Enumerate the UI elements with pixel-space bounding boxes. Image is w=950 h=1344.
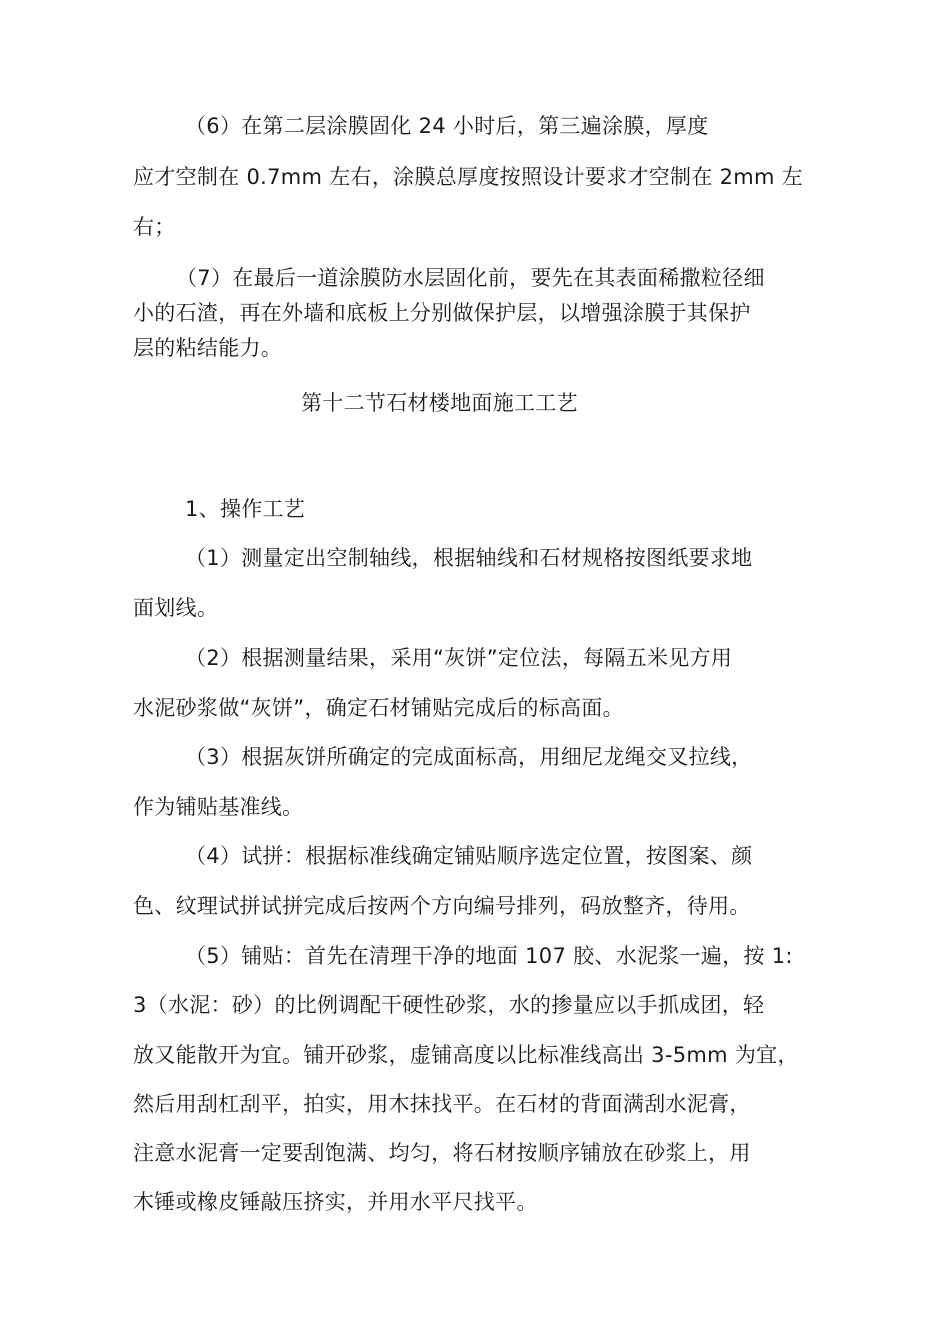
text-line: （5）铺贴：首先在清理干净的地面 107 胶、水泥浆一遍，按 1: <box>185 944 793 968</box>
text-line: （3）根据灰饼所确定的完成面标高，用细尼龙绳交叉拉线， <box>185 745 753 769</box>
text-line: 色、纹理试拼试拼完成后按两个方向编号排列，码放整齐，待用。 <box>133 894 751 918</box>
text-line: 水泥砂浆做“灰饼”，确定石材铺贴完成后的标高面。 <box>133 696 624 720</box>
text-line: 应才空制在 0.7mm 左右，涂膜总厚度按照设计要求才空制在 2mm 左 <box>133 165 804 189</box>
subsection-heading: 1、操作工艺 <box>185 497 306 521</box>
text-line: （1）测量定出空制轴线，根据轴线和石材规格按图纸要求地 <box>185 546 753 570</box>
text-line: 层的粘结能力。 <box>133 336 283 360</box>
text-line: 小的石渣，再在外墙和底板上分别做保护层，以增强涂膜于其保护 <box>133 301 751 325</box>
text-line: 3（水泥：砂）的比例调配干硬性砂浆，水的掺量应以手抓成团，轻 <box>133 993 765 1017</box>
section-heading: 第十二节石材楼地面施工工艺 <box>301 391 578 415</box>
text-line: 放又能散开为宜。铺开砂浆，虚铺高度以比标准线高出 3-5mm 为宜， <box>133 1043 799 1067</box>
text-line: 然后用刮杠刮平，拍实，用木抹找平。在石材的背面满刮水泥膏， <box>133 1092 751 1116</box>
text-line: 木锤或橡皮锤敲压挤实，并用水平尺找平。 <box>133 1190 538 1214</box>
text-line: 面划线。 <box>133 596 219 620</box>
text-line: （7）在最后一道涂膜防水层固化前，要先在其表面稀撒粒径细 <box>176 266 765 290</box>
text-line: 右； <box>133 215 176 239</box>
text-line: （2）根据测量结果，采用“灰饼”定位法，每隔五米见方用 <box>185 646 733 670</box>
text-line: 注意水泥膏一定要刮饱满、均匀，将石材按顺序铺放在砂浆上，用 <box>133 1141 751 1165</box>
text-line: 作为铺贴基准线。 <box>133 795 304 819</box>
text-line: （4）试拼：根据标准线确定铺贴顺序选定位置，按图案、颜 <box>185 844 753 868</box>
text-line: （6）在第二层涂膜固化 24 小时后，第三遍涂膜，厚度 <box>185 114 709 138</box>
